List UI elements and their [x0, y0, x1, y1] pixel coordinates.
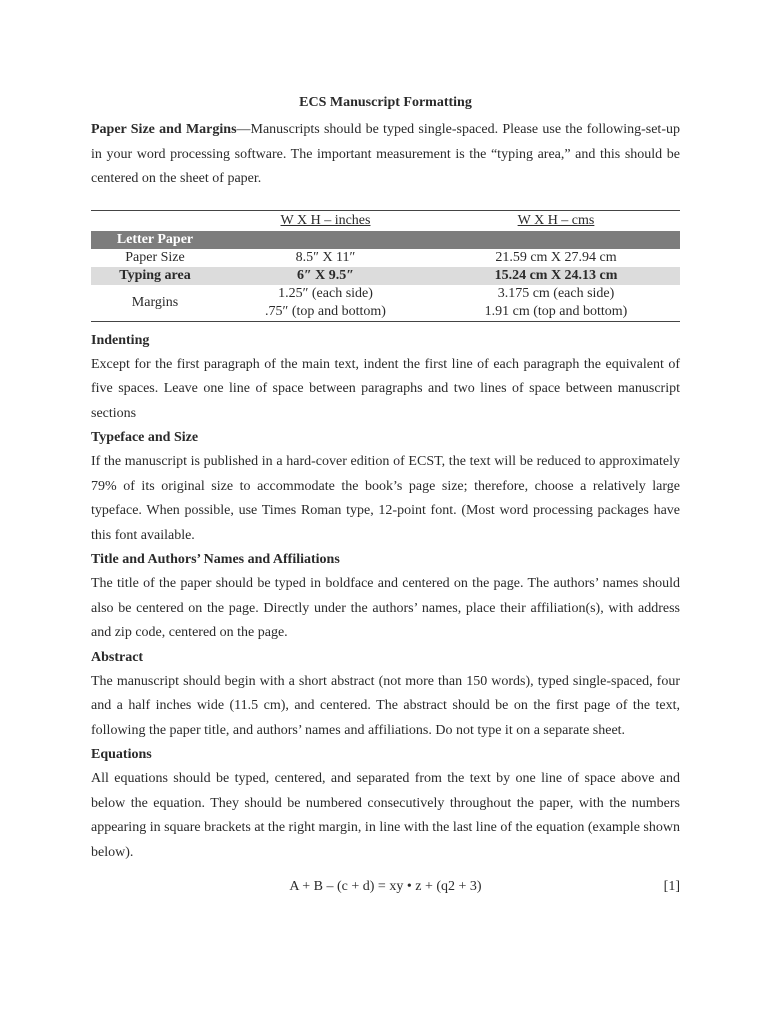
cell-cms: 3.175 cm (each side) 1.91 cm (top and bottom) — [484, 285, 628, 319]
section-text-typeface: If the manuscript is published in a hard-cover edition of ECST, the text will be reduced to approximately 79% of its original size to accommodate the book’s page size; therefore, choose a relatively large typeface. When possible, use Times Roman type, 12-point font. (Most word processing packages have this font available. — [91, 454, 680, 543]
table-header-cms: W X H – cms — [517, 212, 595, 228]
paper-size-text: —Manuscripts should be typed single-spaced. Please use the following-set-up in your word processing software. The important measurement is the “typing area,” and this should be centered on the sheet of paper. — [91, 122, 680, 186]
table-row-letter-paper — [91, 231, 680, 249]
cell-cms: 15.24 cm X 24.13 cm — [432, 267, 680, 285]
cell-inches: 8.5″ X 11″ — [295, 249, 356, 265]
paper-size-paragraph — [91, 118, 680, 192]
document-page — [91, 94, 680, 899]
section-text-indenting: Except for the first paragraph of the main text, indent the first line of each paragraph the equivalent of five spaces. Leave one line of space between paragraphs and two lines of space between manuscript sections — [91, 356, 680, 421]
section-heading-indenting: Indenting — [91, 332, 150, 348]
section-text-title-authors: The title of the paper should be typed in boldface and centered on the page. The authors’ names should also be centered on the page. Directly under the authors’ names, place their affiliation(s), with address and zip code, centered on the page. — [91, 576, 680, 640]
paper-size-table — [91, 210, 680, 322]
paper-size-heading: Paper Size and Margins — [91, 122, 237, 137]
cell-inches: 6″ X 9.5″ — [219, 267, 432, 285]
table-header-row — [91, 210, 680, 231]
letter-paper-label: Letter Paper — [91, 231, 219, 249]
section-heading-typeface: Typeface and Size — [91, 430, 199, 445]
table-row-margins — [91, 285, 680, 322]
example-equation — [91, 875, 680, 899]
section-text-equations: All equations should be typed, centered, and separated from the text by one line of space above and below the equation. They should be numbered consecutively throughout the paper, with the numbers appearing in square brackets at the right margin, in line with the last line of the equation (example shown below). — [91, 771, 680, 860]
row-label: Typing area — [91, 267, 219, 285]
section-heading-abstract: Abstract — [91, 649, 144, 665]
document-title: ECS Manuscript Formatting — [299, 95, 472, 110]
table-header-inches: W X H – inches — [280, 212, 371, 228]
equation-text: A + B – (c + d) = xy • z + (q2 + 3) — [289, 879, 482, 894]
row-label: Margins — [131, 294, 179, 310]
row-label: Paper Size — [125, 249, 185, 265]
section-heading-title-authors: Title and Authors’ Names and Affiliations — [91, 552, 340, 567]
table-row-typing-area — [91, 267, 680, 285]
section-text-abstract: The manuscript should begin with a short abstract (not more than 150 words), typed single-spaced, four and a half inches wide (11.5 cm), and centered. The abstract should be on the first page of the text, following the paper title, and authors’ names and affiliations. Do not type it on a separate sheet. — [91, 673, 680, 738]
equation-number: [1] — [663, 879, 680, 894]
table-header-blank — [91, 210, 219, 231]
section-heading-equations: Equations — [91, 747, 152, 762]
cell-inches: 1.25″ (each side) .75″ (top and bottom) — [265, 285, 386, 319]
cell-cms: 21.59 cm X 27.94 cm — [495, 249, 617, 265]
table-row-paper-size — [91, 249, 680, 267]
